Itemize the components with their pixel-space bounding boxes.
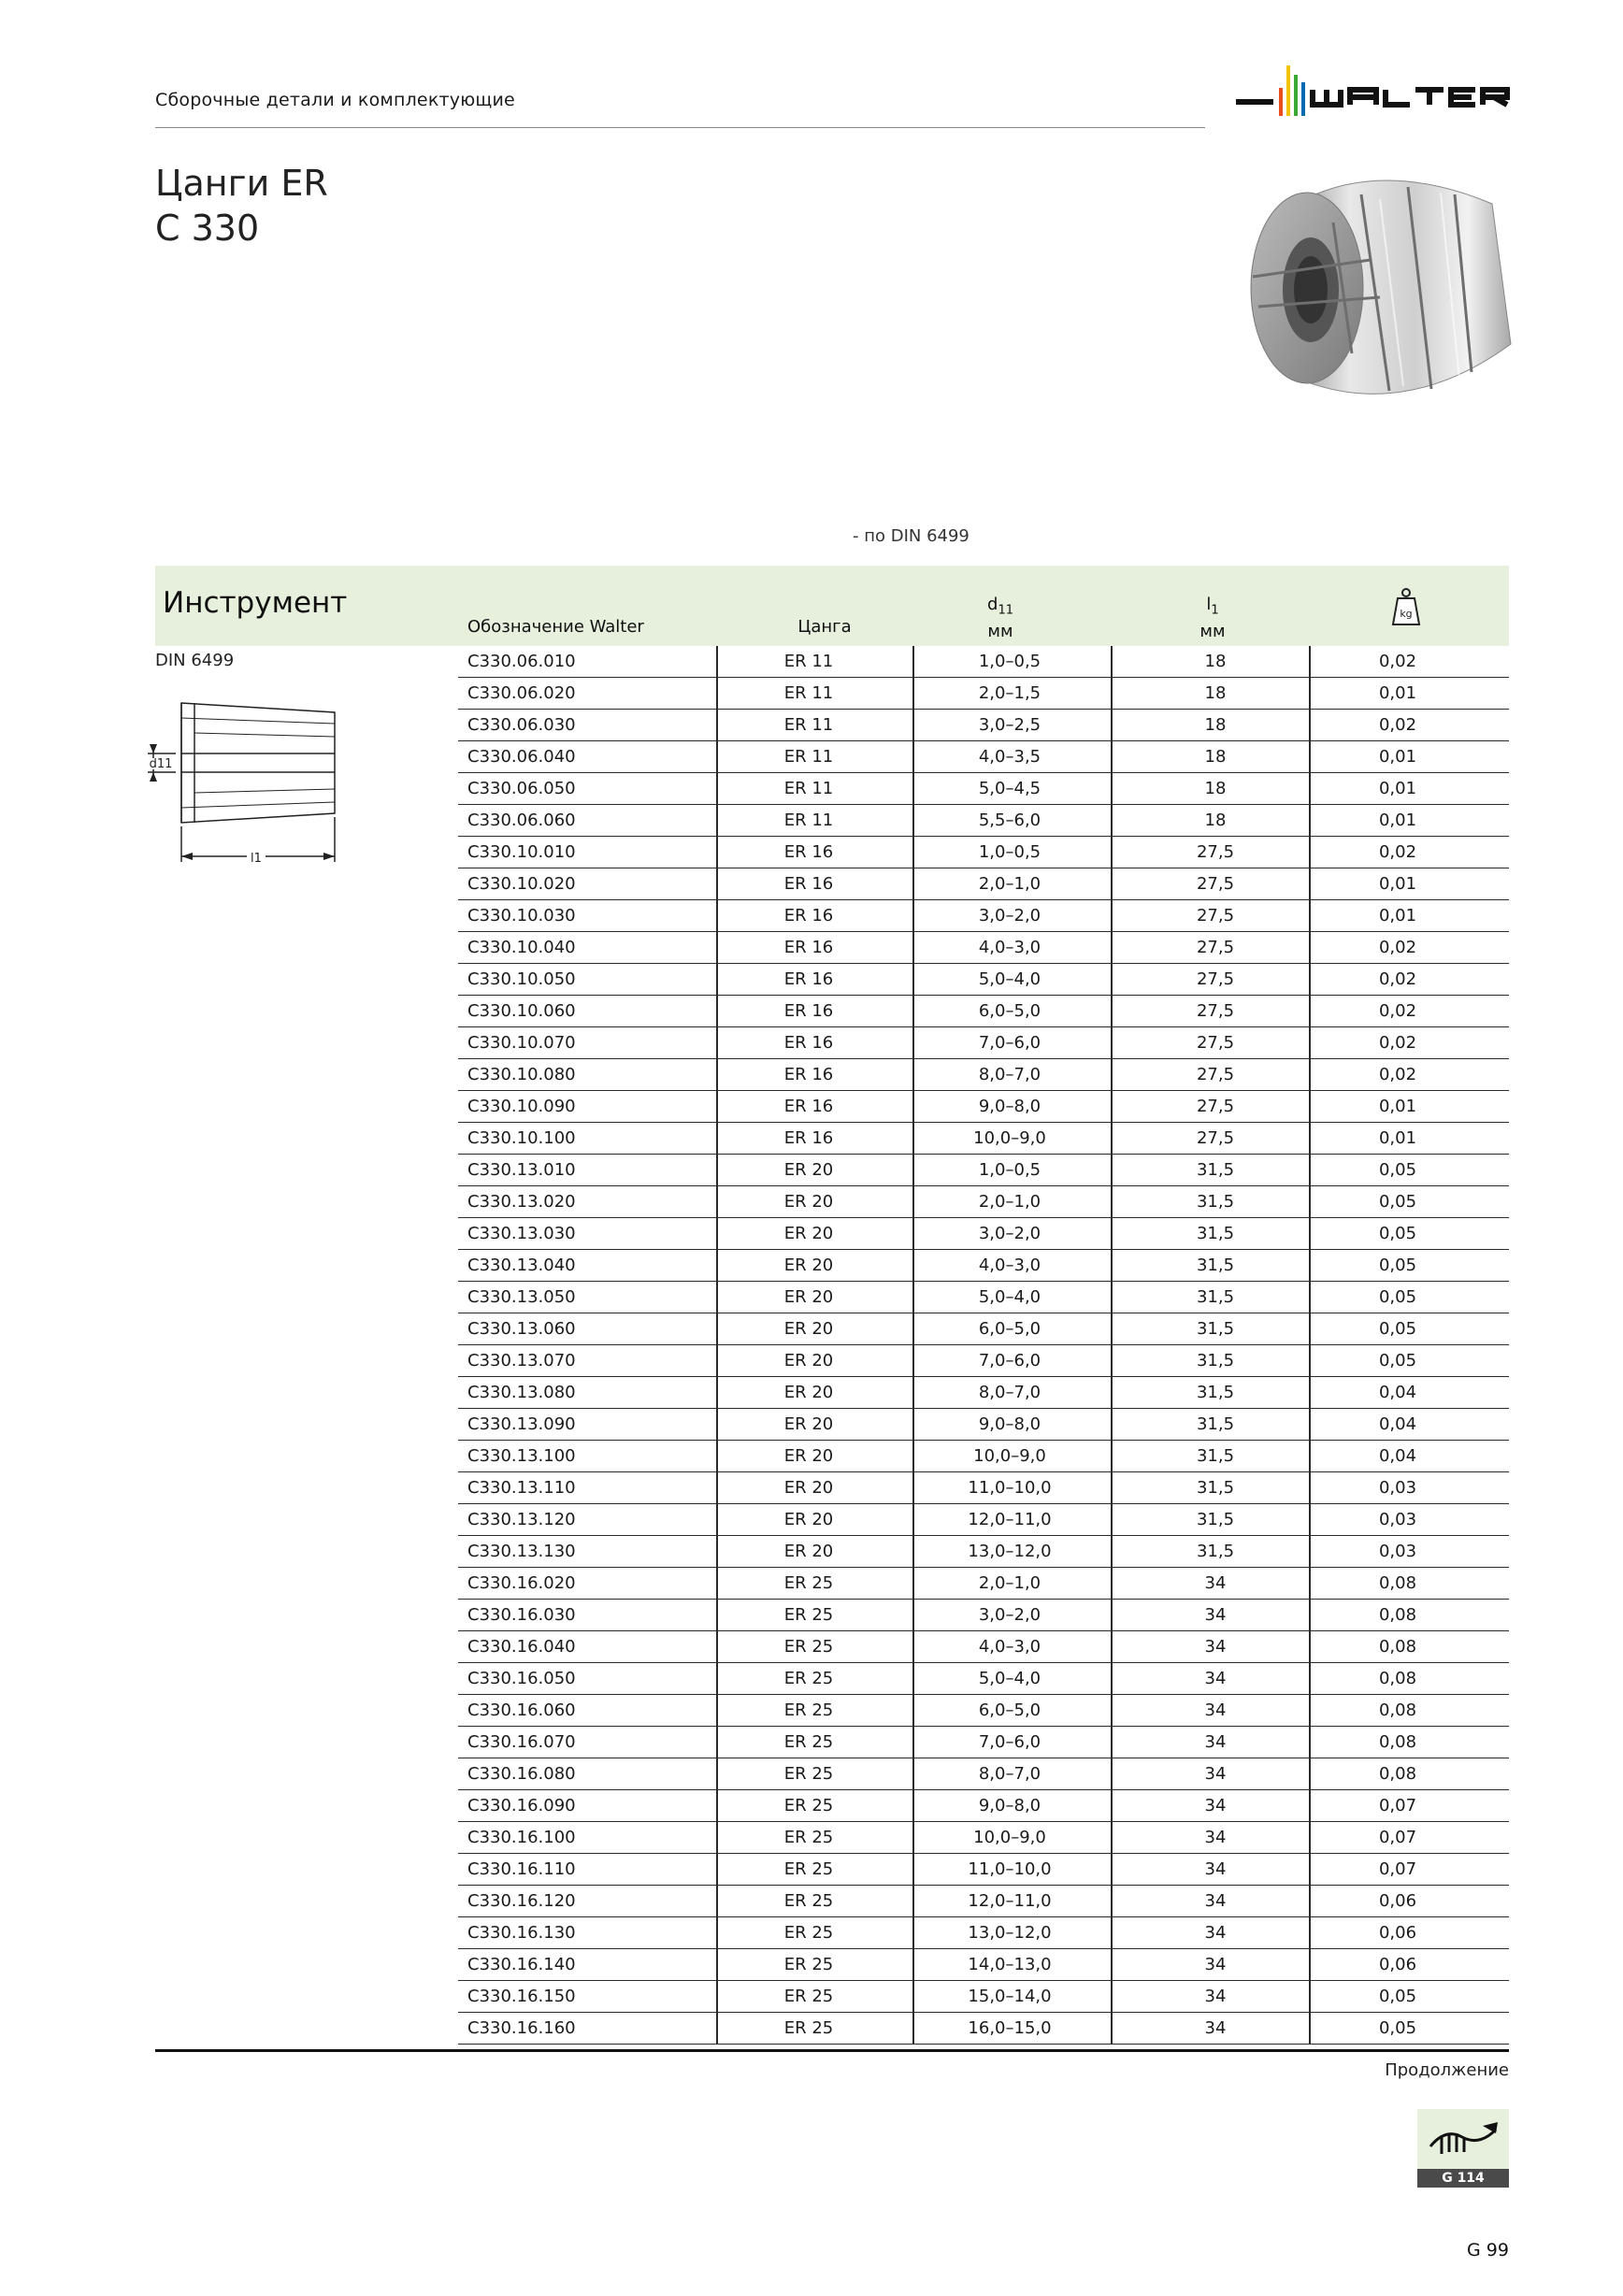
cell-collet: ER 16 — [783, 906, 834, 926]
cell-weight: 0,03 — [1378, 1478, 1417, 1498]
table-row — [458, 1218, 1509, 1250]
cell-designation: C330.13.050 — [467, 1287, 576, 1307]
cell-collet: ER 25 — [783, 1732, 834, 1752]
table-row — [458, 964, 1509, 996]
cell-weight: 0,08 — [1378, 1637, 1417, 1657]
reference-page-label[interactable]: G 114 — [1417, 2169, 1509, 2188]
cell-collet: ER 20 — [783, 1351, 834, 1370]
cell-weight: 0,03 — [1378, 1542, 1417, 1561]
cell-collet: ER 16 — [783, 1001, 834, 1021]
cell-designation: C330.16.020 — [467, 1573, 576, 1593]
cell-d11: 1,0–0,5 — [978, 1160, 1041, 1180]
cell-weight: 0,02 — [1378, 842, 1417, 862]
cell-collet: ER 16 — [783, 1065, 834, 1084]
cell-designation: C330.10.020 — [467, 874, 576, 894]
cell-l1: 34 — [1204, 1955, 1227, 1974]
cell-collet: ER 11 — [783, 747, 834, 767]
table-row — [458, 2013, 1509, 2045]
cell-d11: 7,0–6,0 — [978, 1351, 1041, 1370]
cell-weight: 0,01 — [1378, 779, 1417, 798]
cell-l1: 31,5 — [1196, 1351, 1235, 1370]
table-row — [458, 1345, 1509, 1377]
cell-weight: 0,05 — [1378, 1224, 1417, 1243]
cell-collet: ER 20 — [783, 1510, 834, 1529]
cell-d11: 12,0–11,0 — [968, 1510, 1052, 1529]
cell-l1: 27,5 — [1196, 1097, 1235, 1116]
cell-designation: C330.06.050 — [467, 779, 576, 798]
reference-icon-box[interactable] — [1417, 2109, 1509, 2169]
cell-d11: 5,0–4,0 — [978, 1287, 1041, 1307]
cell-designation: C330.10.050 — [467, 969, 576, 989]
cell-weight: 0,05 — [1378, 1287, 1417, 1307]
cell-d11: 1,0–0,5 — [978, 842, 1041, 862]
cell-collet: ER 16 — [783, 1033, 834, 1053]
cell-designation: C330.06.010 — [467, 652, 576, 671]
cell-weight: 0,05 — [1378, 1319, 1417, 1339]
cell-l1: 27,5 — [1196, 1001, 1235, 1021]
cell-weight: 0,05 — [1378, 1256, 1417, 1275]
continued-note: Продолжение — [1385, 2060, 1509, 2080]
cell-collet: ER 11 — [783, 811, 834, 830]
cell-designation: C330.16.140 — [467, 1955, 576, 1974]
cell-designation: C330.16.090 — [467, 1796, 576, 1815]
cell-d11: 9,0–8,0 — [978, 1097, 1041, 1116]
cell-collet: ER 16 — [783, 1128, 834, 1148]
cell-d11: 4,0–3,5 — [978, 747, 1041, 767]
table-row — [458, 1790, 1509, 1822]
cell-collet: ER 16 — [783, 938, 834, 957]
table-row — [458, 678, 1509, 710]
din-standard-label: DIN 6499 — [155, 651, 235, 670]
cell-d11: 7,0–6,0 — [978, 1033, 1041, 1053]
cell-weight: 0,02 — [1378, 938, 1417, 957]
cell-d11: 11,0–10,0 — [968, 1859, 1052, 1879]
column-header-d11-unit: мм — [987, 621, 1013, 641]
table-row — [458, 1250, 1509, 1282]
cell-collet: ER 25 — [783, 1987, 834, 2006]
cell-l1: 18 — [1204, 747, 1227, 767]
cell-l1: 34 — [1204, 1859, 1227, 1879]
cell-d11: 5,5–6,0 — [978, 811, 1041, 830]
cell-collet: ER 11 — [783, 779, 834, 798]
cell-d11: 5,0–4,0 — [978, 969, 1041, 989]
table-row — [458, 1282, 1509, 1313]
cell-d11: 8,0–7,0 — [978, 1764, 1041, 1784]
table-row — [458, 1123, 1509, 1155]
cell-d11: 8,0–7,0 — [978, 1065, 1041, 1084]
table-row — [458, 1377, 1509, 1409]
tool-holder-reference-icon — [1417, 2109, 1509, 2169]
cell-l1: 34 — [1204, 1573, 1227, 1593]
cell-l1: 31,5 — [1196, 1510, 1235, 1529]
cell-d11: 6,0–5,0 — [978, 1319, 1041, 1339]
cell-collet: ER 25 — [783, 1891, 834, 1911]
cell-designation: C330.13.010 — [467, 1160, 576, 1180]
collet-product-image — [1230, 166, 1528, 411]
table-row — [458, 1758, 1509, 1790]
cell-l1: 27,5 — [1196, 874, 1235, 894]
cell-d11: 7,0–6,0 — [978, 1732, 1041, 1752]
table-row — [458, 1727, 1509, 1758]
cell-d11: 15,0–14,0 — [968, 1987, 1052, 2006]
cell-l1: 31,5 — [1196, 1446, 1235, 1466]
cell-d11: 4,0–3,0 — [978, 1256, 1041, 1275]
table-row — [458, 1949, 1509, 1981]
cell-designation: C330.13.110 — [467, 1478, 576, 1498]
cell-collet: ER 20 — [783, 1192, 834, 1212]
table-row — [458, 741, 1509, 773]
collet-table — [458, 646, 1509, 2045]
cell-collet: ER 25 — [783, 1859, 834, 1879]
cell-designation: C330.13.090 — [467, 1414, 576, 1434]
cell-designation: C330.16.060 — [467, 1700, 576, 1720]
cell-collet: ER 25 — [783, 1637, 834, 1657]
cell-d11: 16,0–15,0 — [968, 2018, 1052, 2038]
cell-designation: C330.10.070 — [467, 1033, 576, 1053]
cell-d11: 3,0–2,0 — [978, 906, 1041, 926]
cell-designation: C330.13.020 — [467, 1192, 576, 1212]
cell-l1: 34 — [1204, 1732, 1227, 1752]
cell-collet: ER 25 — [783, 1605, 834, 1625]
cell-designation: C330.10.040 — [467, 938, 576, 957]
cell-l1: 27,5 — [1196, 938, 1235, 957]
cell-l1: 31,5 — [1196, 1287, 1235, 1307]
cell-weight: 0,08 — [1378, 1605, 1417, 1625]
cell-d11: 12,0–11,0 — [968, 1891, 1052, 1911]
product-title-line2: C 330 — [155, 208, 260, 249]
cell-l1: 27,5 — [1196, 1065, 1235, 1084]
cell-weight: 0,02 — [1378, 1033, 1417, 1053]
cell-l1: 18 — [1204, 683, 1227, 703]
product-title — [155, 161, 328, 251]
cell-l1: 27,5 — [1196, 1033, 1235, 1053]
cell-collet: ER 20 — [783, 1319, 834, 1339]
cell-l1: 31,5 — [1196, 1256, 1235, 1275]
cell-l1: 31,5 — [1196, 1383, 1235, 1402]
table-row — [458, 1822, 1509, 1854]
cell-collet: ER 25 — [783, 1573, 834, 1593]
cell-designation: C330.06.060 — [467, 811, 576, 830]
cell-designation: C330.13.040 — [467, 1256, 576, 1275]
table-row — [458, 1536, 1509, 1568]
cell-designation: C330.13.060 — [467, 1319, 576, 1339]
cell-l1: 18 — [1204, 715, 1227, 735]
cell-weight: 0,03 — [1378, 1510, 1417, 1529]
cell-d11: 6,0–5,0 — [978, 1700, 1041, 1720]
cell-l1: 34 — [1204, 1764, 1227, 1784]
cell-weight: 0,01 — [1378, 1097, 1417, 1116]
column-header-d11-symbol: $d_{11}$ — [987, 595, 1013, 618]
cell-d11: 2,0–1,0 — [978, 1573, 1041, 1593]
table-row — [458, 773, 1509, 805]
cell-d11: 6,0–5,0 — [978, 1001, 1041, 1021]
table-row — [458, 1186, 1509, 1218]
cell-collet: ER 25 — [783, 1796, 834, 1815]
cell-designation: C330.10.030 — [467, 906, 576, 926]
cell-l1: 34 — [1204, 1796, 1227, 1815]
cell-weight: 0,05 — [1378, 1160, 1417, 1180]
product-title-line1: Цанги ER — [155, 163, 328, 204]
cell-l1: 34 — [1204, 1923, 1227, 1943]
cell-collet: ER 11 — [783, 652, 834, 671]
cell-designation: C330.16.100 — [467, 1828, 576, 1847]
cell-collet: ER 25 — [783, 1669, 834, 1688]
cell-weight: 0,02 — [1378, 652, 1417, 671]
cell-d11: 9,0–8,0 — [978, 1414, 1041, 1434]
weight-kg-icon — [1390, 587, 1422, 626]
cell-designation: C330.10.060 — [467, 1001, 576, 1021]
cell-d11: 3,0–2,0 — [978, 1605, 1041, 1625]
cell-collet: ER 25 — [783, 1764, 834, 1784]
cell-weight: 0,07 — [1378, 1828, 1417, 1847]
table-row — [458, 1695, 1509, 1727]
cell-l1: 34 — [1204, 1828, 1227, 1847]
cell-weight: 0,07 — [1378, 1796, 1417, 1815]
table-row — [458, 1313, 1509, 1345]
table-row — [458, 1441, 1509, 1472]
cell-l1: 34 — [1204, 1987, 1227, 2006]
cell-collet: ER 20 — [783, 1256, 834, 1275]
column-header-l1-symbol: $l_1$ — [1206, 595, 1219, 618]
cell-weight: 0,01 — [1378, 683, 1417, 703]
cell-d11: 2,0–1,0 — [978, 874, 1041, 894]
cell-weight: 0,01 — [1378, 906, 1417, 926]
cell-d11: 13,0–12,0 — [968, 1923, 1052, 1943]
cell-designation: C330.16.160 — [467, 2018, 576, 2038]
cell-weight: 0,05 — [1378, 2018, 1417, 2038]
cell-l1: 34 — [1204, 1891, 1227, 1911]
cell-d11: 5,0–4,5 — [978, 779, 1041, 798]
cell-weight: 0,05 — [1378, 1192, 1417, 1212]
cell-designation: C330.10.100 — [467, 1128, 576, 1148]
collet-table-body — [458, 646, 1509, 2045]
header-divider — [155, 127, 1205, 128]
table-row — [458, 1631, 1509, 1663]
cell-l1: 27,5 — [1196, 842, 1235, 862]
cell-d11: 10,0–9,0 — [973, 1446, 1046, 1466]
cell-d11: 4,0–3,0 — [978, 1637, 1041, 1657]
cell-l1: 27,5 — [1196, 1128, 1235, 1148]
cell-weight: 0,08 — [1378, 1573, 1417, 1593]
cell-weight: 0,08 — [1378, 1732, 1417, 1752]
cell-d11: 8,0–7,0 — [978, 1383, 1041, 1402]
cell-designation: C330.16.110 — [467, 1859, 576, 1879]
cell-designation: C330.16.030 — [467, 1605, 576, 1625]
table-row — [458, 1600, 1509, 1631]
table-row — [458, 1854, 1509, 1886]
cell-collet: ER 20 — [783, 1542, 834, 1561]
column-header-l1-unit: мм — [1199, 621, 1226, 641]
cell-d11: 2,0–1,0 — [978, 1192, 1041, 1212]
instrument-group-label: Инструмент — [163, 586, 348, 620]
table-row — [458, 1663, 1509, 1695]
table-row — [458, 646, 1509, 678]
cell-weight: 0,02 — [1378, 715, 1417, 735]
cell-designation: C330.13.070 — [467, 1351, 576, 1370]
cell-collet: ER 20 — [783, 1383, 834, 1402]
cell-weight: 0,02 — [1378, 969, 1417, 989]
cell-l1: 31,5 — [1196, 1478, 1235, 1498]
cell-weight: 0,07 — [1378, 1859, 1417, 1879]
cell-d11: 13,0–12,0 — [968, 1542, 1052, 1561]
cell-collet: ER 16 — [783, 969, 834, 989]
cell-d11: 1,0–0,5 — [978, 652, 1041, 671]
cell-l1: 34 — [1204, 1700, 1227, 1720]
cell-d11: 2,0–1,5 — [978, 683, 1041, 703]
table-row — [458, 1886, 1509, 1917]
cell-d11: 10,0–9,0 — [973, 1828, 1046, 1847]
table-row — [458, 1409, 1509, 1441]
cell-weight: 0,08 — [1378, 1764, 1417, 1784]
cell-collet: ER 11 — [783, 683, 834, 703]
cell-collet: ER 11 — [783, 715, 834, 735]
cell-weight: 0,06 — [1378, 1955, 1417, 1974]
cell-l1: 34 — [1204, 1669, 1227, 1688]
cell-d11: 5,0–4,0 — [978, 1669, 1041, 1688]
cell-designation: C330.16.150 — [467, 1987, 576, 2006]
table-row — [458, 1091, 1509, 1123]
cell-designation: C330.13.100 — [467, 1446, 576, 1466]
cell-designation: C330.16.120 — [467, 1891, 576, 1911]
cell-designation: C330.16.130 — [467, 1923, 576, 1943]
cell-designation: C330.06.040 — [467, 747, 576, 767]
table-row — [458, 1981, 1509, 2013]
cell-collet: ER 20 — [783, 1224, 834, 1243]
table-row — [458, 900, 1509, 932]
cell-designation: C330.13.120 — [467, 1510, 576, 1529]
table-row — [458, 1504, 1509, 1536]
table-row — [458, 805, 1509, 837]
cell-designation: C330.10.080 — [467, 1065, 576, 1084]
cell-l1: 34 — [1204, 2018, 1227, 2038]
cell-l1: 31,5 — [1196, 1542, 1235, 1561]
cell-d11: 14,0–13,0 — [968, 1955, 1052, 1974]
column-header-l1 — [1156, 595, 1269, 642]
cell-weight: 0,08 — [1378, 1669, 1417, 1688]
cell-collet: ER 16 — [783, 874, 834, 894]
cell-d11: 10,0–9,0 — [973, 1128, 1046, 1148]
cell-collet: ER 20 — [783, 1478, 834, 1498]
cell-weight: 0,01 — [1378, 874, 1417, 894]
table-row — [458, 1027, 1509, 1059]
cell-l1: 18 — [1204, 652, 1227, 671]
cell-weight: 0,04 — [1378, 1446, 1417, 1466]
cell-designation: C330.10.010 — [467, 842, 576, 862]
cell-designation: C330.10.090 — [467, 1097, 576, 1116]
cell-collet: ER 20 — [783, 1446, 834, 1466]
cell-d11: 9,0–8,0 — [978, 1796, 1041, 1815]
table-row — [458, 1059, 1509, 1091]
cell-collet: ER 25 — [783, 1923, 834, 1943]
cell-designation: C330.06.030 — [467, 715, 576, 735]
cell-d11: 3,0–2,5 — [978, 715, 1041, 735]
table-bottom-rule — [155, 2049, 1509, 2052]
cell-l1: 31,5 — [1196, 1224, 1235, 1243]
cell-weight: 0,06 — [1378, 1891, 1417, 1911]
cell-l1: 27,5 — [1196, 906, 1235, 926]
cell-l1: 27,5 — [1196, 969, 1235, 989]
cell-weight: 0,05 — [1378, 1351, 1417, 1370]
standard-note: - по DIN 6499 — [853, 526, 969, 546]
page-number: G 99 — [1467, 2240, 1509, 2260]
section-title: Сборочные детали и комплектующие — [155, 90, 515, 110]
cell-d11: 4,0–3,0 — [978, 938, 1041, 957]
cell-collet: ER 25 — [783, 1700, 834, 1720]
table-row — [458, 1472, 1509, 1504]
cell-l1: 18 — [1204, 811, 1227, 830]
cell-designation: C330.16.050 — [467, 1669, 576, 1688]
cell-weight: 0,06 — [1378, 1923, 1417, 1943]
cell-collet: ER 20 — [783, 1414, 834, 1434]
weight-icon-text: kg — [1400, 608, 1413, 620]
cell-designation: C330.06.020 — [467, 683, 576, 703]
cell-designation: C330.13.080 — [467, 1383, 576, 1402]
table-row — [458, 996, 1509, 1027]
cell-l1: 31,5 — [1196, 1319, 1235, 1339]
cell-l1: 31,5 — [1196, 1414, 1235, 1434]
cell-weight: 0,01 — [1378, 811, 1417, 830]
drawing-dimension-d11: d11 — [149, 757, 173, 771]
cell-collet: ER 20 — [783, 1160, 834, 1180]
column-header-d11 — [944, 595, 1056, 642]
table-row — [458, 868, 1509, 900]
cell-l1: 18 — [1204, 779, 1227, 798]
cell-l1: 31,5 — [1196, 1160, 1235, 1180]
cell-collet: ER 25 — [783, 1955, 834, 1974]
cell-weight: 0,01 — [1378, 1128, 1417, 1148]
cell-weight: 0,08 — [1378, 1700, 1417, 1720]
column-header-collet: Цанга — [797, 617, 852, 637]
cell-designation: C330.13.130 — [467, 1542, 576, 1561]
cell-weight: 0,04 — [1378, 1383, 1417, 1402]
cell-weight: 0,01 — [1378, 747, 1417, 767]
cell-l1: 34 — [1204, 1605, 1227, 1625]
table-row — [458, 932, 1509, 964]
cell-collet: ER 25 — [783, 2018, 834, 2038]
cell-weight: 0,04 — [1378, 1414, 1417, 1434]
cell-designation: C330.16.070 — [467, 1732, 576, 1752]
walter-logo — [1236, 62, 1511, 122]
table-row — [458, 1568, 1509, 1600]
cell-collet: ER 25 — [783, 1828, 834, 1847]
drawing-dimension-l1: l1 — [251, 852, 262, 866]
table-row — [458, 710, 1509, 741]
table-row — [458, 1917, 1509, 1949]
cell-d11: 11,0–10,0 — [968, 1478, 1052, 1498]
cell-designation: C330.16.040 — [467, 1637, 576, 1657]
collet-technical-drawing — [148, 690, 346, 871]
cell-l1: 31,5 — [1196, 1192, 1235, 1212]
cell-collet: ER 16 — [783, 842, 834, 862]
cell-weight: 0,02 — [1378, 1065, 1417, 1084]
cell-collet: ER 20 — [783, 1287, 834, 1307]
cell-l1: 34 — [1204, 1637, 1227, 1657]
column-header-designation: Обозначение Walter — [467, 617, 644, 637]
cell-weight: 0,02 — [1378, 1001, 1417, 1021]
cell-weight: 0,05 — [1378, 1987, 1417, 2006]
table-row — [458, 1155, 1509, 1186]
cell-d11: 3,0–2,0 — [978, 1224, 1041, 1243]
cell-designation: C330.13.030 — [467, 1224, 576, 1243]
cell-collet: ER 16 — [783, 1097, 834, 1116]
table-row — [458, 837, 1509, 868]
cell-designation: C330.16.080 — [467, 1764, 576, 1784]
